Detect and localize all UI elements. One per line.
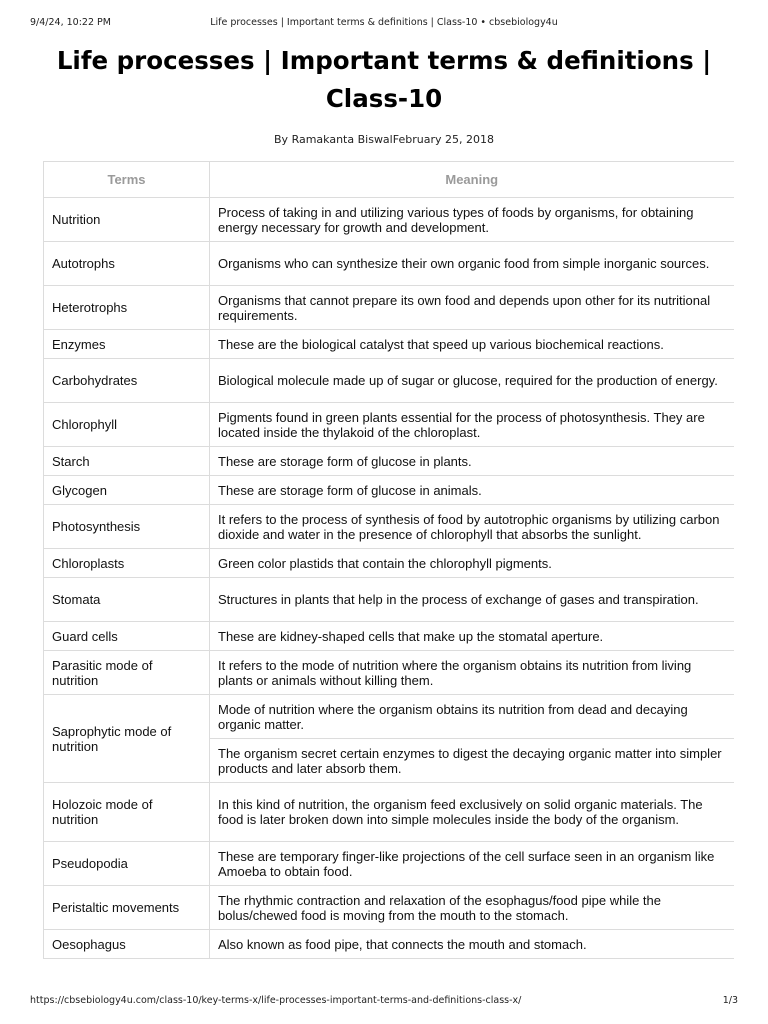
table-row [44, 842, 734, 886]
meaning-cell: Also known as food pipe, that connects the mouth and stomach. [210, 930, 734, 959]
table-row [44, 651, 734, 695]
table-row [44, 359, 734, 403]
page-number: 1/3 [722, 995, 738, 1006]
table-row [44, 886, 734, 930]
term-cell: Peristaltic movements [44, 886, 210, 930]
table-header-row [44, 162, 734, 198]
meaning-cell: These are temporary finger-like projections of the cell surface seen in an organism like Amoeba to obtain food. [210, 842, 734, 886]
table-row [44, 505, 734, 549]
term-cell: Nutrition [44, 198, 210, 242]
term-cell: Chloroplasts [44, 549, 210, 578]
table-row [44, 578, 734, 622]
meaning-cell: Mode of nutrition where the organism obtains its nutrition from dead and decaying organic matter. [210, 695, 734, 739]
meaning-cell: The rhythmic contraction and relaxation of the esophagus/food pipe while the bolus/chewed food is moving from the mouth to the stomach. [210, 886, 734, 930]
print-footer [0, 995, 768, 1007]
print-page-title: Life processes | Important terms & definitions | Class-10 • cbsebiology4u [210, 17, 558, 28]
meaning-column-header: Meaning [210, 162, 734, 198]
term-cell: Enzymes [44, 330, 210, 359]
meaning-cell: These are the biological catalyst that speed up various biochemical reactions. [210, 330, 734, 359]
term-cell: Autotrophs [44, 242, 210, 286]
table-row [44, 783, 734, 842]
print-header [0, 17, 768, 31]
table-row [44, 695, 734, 739]
meaning-cell: Pigments found in green plants essential for the process of photosynthesis. They are located inside the thylakoid of the chloroplast. [210, 403, 734, 447]
meaning-cell: Structures in plants that help in the process of exchange of gases and transpiration. [210, 578, 734, 622]
term-cell: Carbohydrates [44, 359, 210, 403]
meaning-cell: The organism secret certain enzymes to digest the decaying organic matter into simpler products and later absorb them. [210, 739, 734, 783]
page-url: https://cbsebiology4u.com/class-10/key-terms-x/life-processes-important-terms-and-definitions-class-x/ [30, 995, 522, 1006]
meaning-cell: Biological molecule made up of sugar or glucose, required for the production of energy. [210, 359, 734, 403]
table-row [44, 198, 734, 242]
term-cell: Parasitic mode of nutrition [44, 651, 210, 695]
term-cell: Oesophagus [44, 930, 210, 959]
meaning-cell: Organisms that cannot prepare its own food and depends upon other for its nutritional requirements. [210, 286, 734, 330]
terms-table [43, 161, 734, 959]
table-row [44, 242, 734, 286]
article-title: Life processes | Important terms & definitions | Class-10 [56, 46, 712, 113]
meaning-cell: It refers to the mode of nutrition where the organism obtains its nutrition from living plants or animals without killing them. [210, 651, 734, 695]
term-cell: Photosynthesis [44, 505, 210, 549]
article-byline: By Ramakanta BiswalFebruary 25, 2018 [274, 133, 494, 146]
table-row [44, 476, 734, 505]
meaning-cell: These are storage form of glucose in animals. [210, 476, 734, 505]
meaning-cell: Organisms who can synthesize their own organic food from simple inorganic sources. [210, 242, 734, 286]
term-cell: Glycogen [44, 476, 210, 505]
term-cell: Chlorophyll [44, 403, 210, 447]
term-cell: Starch [44, 447, 210, 476]
meaning-cell: These are storage form of glucose in plants. [210, 447, 734, 476]
meaning-cell: These are kidney-shaped cells that make up the stomatal aperture. [210, 622, 734, 651]
meaning-cell: Green color plastids that contain the chlorophyll pigments. [210, 549, 734, 578]
meaning-cell: Process of taking in and utilizing various types of foods by organisms, for obtaining energy necessary for growth and development. [210, 198, 734, 242]
term-cell: Pseudopodia [44, 842, 210, 886]
meaning-cell: In this kind of nutrition, the organism feed exclusively on solid organic materials. The food is later broken down into simple molecules inside the body of the organism. [210, 783, 734, 842]
table-row [44, 330, 734, 359]
table-row [44, 930, 734, 959]
table-row [44, 549, 734, 578]
table-row [44, 403, 734, 447]
table-row [44, 447, 734, 476]
term-cell: Heterotrophs [44, 286, 210, 330]
term-cell: Guard cells [44, 622, 210, 651]
term-cell: Holozoic mode of nutrition [44, 783, 210, 842]
table-row [44, 286, 734, 330]
terms-column-header: Terms [44, 162, 210, 198]
term-cell: Stomata [44, 578, 210, 622]
table-row [44, 622, 734, 651]
term-cell: Saprophytic mode of nutrition [44, 695, 210, 783]
meaning-cell: It refers to the process of synthesis of food by autotrophic organisms by utilizing carbon dioxide and water in the presence of chlorophyll that absorbs the sunlight. [210, 505, 734, 549]
print-datetime: 9/4/24, 10:22 PM [30, 17, 111, 28]
